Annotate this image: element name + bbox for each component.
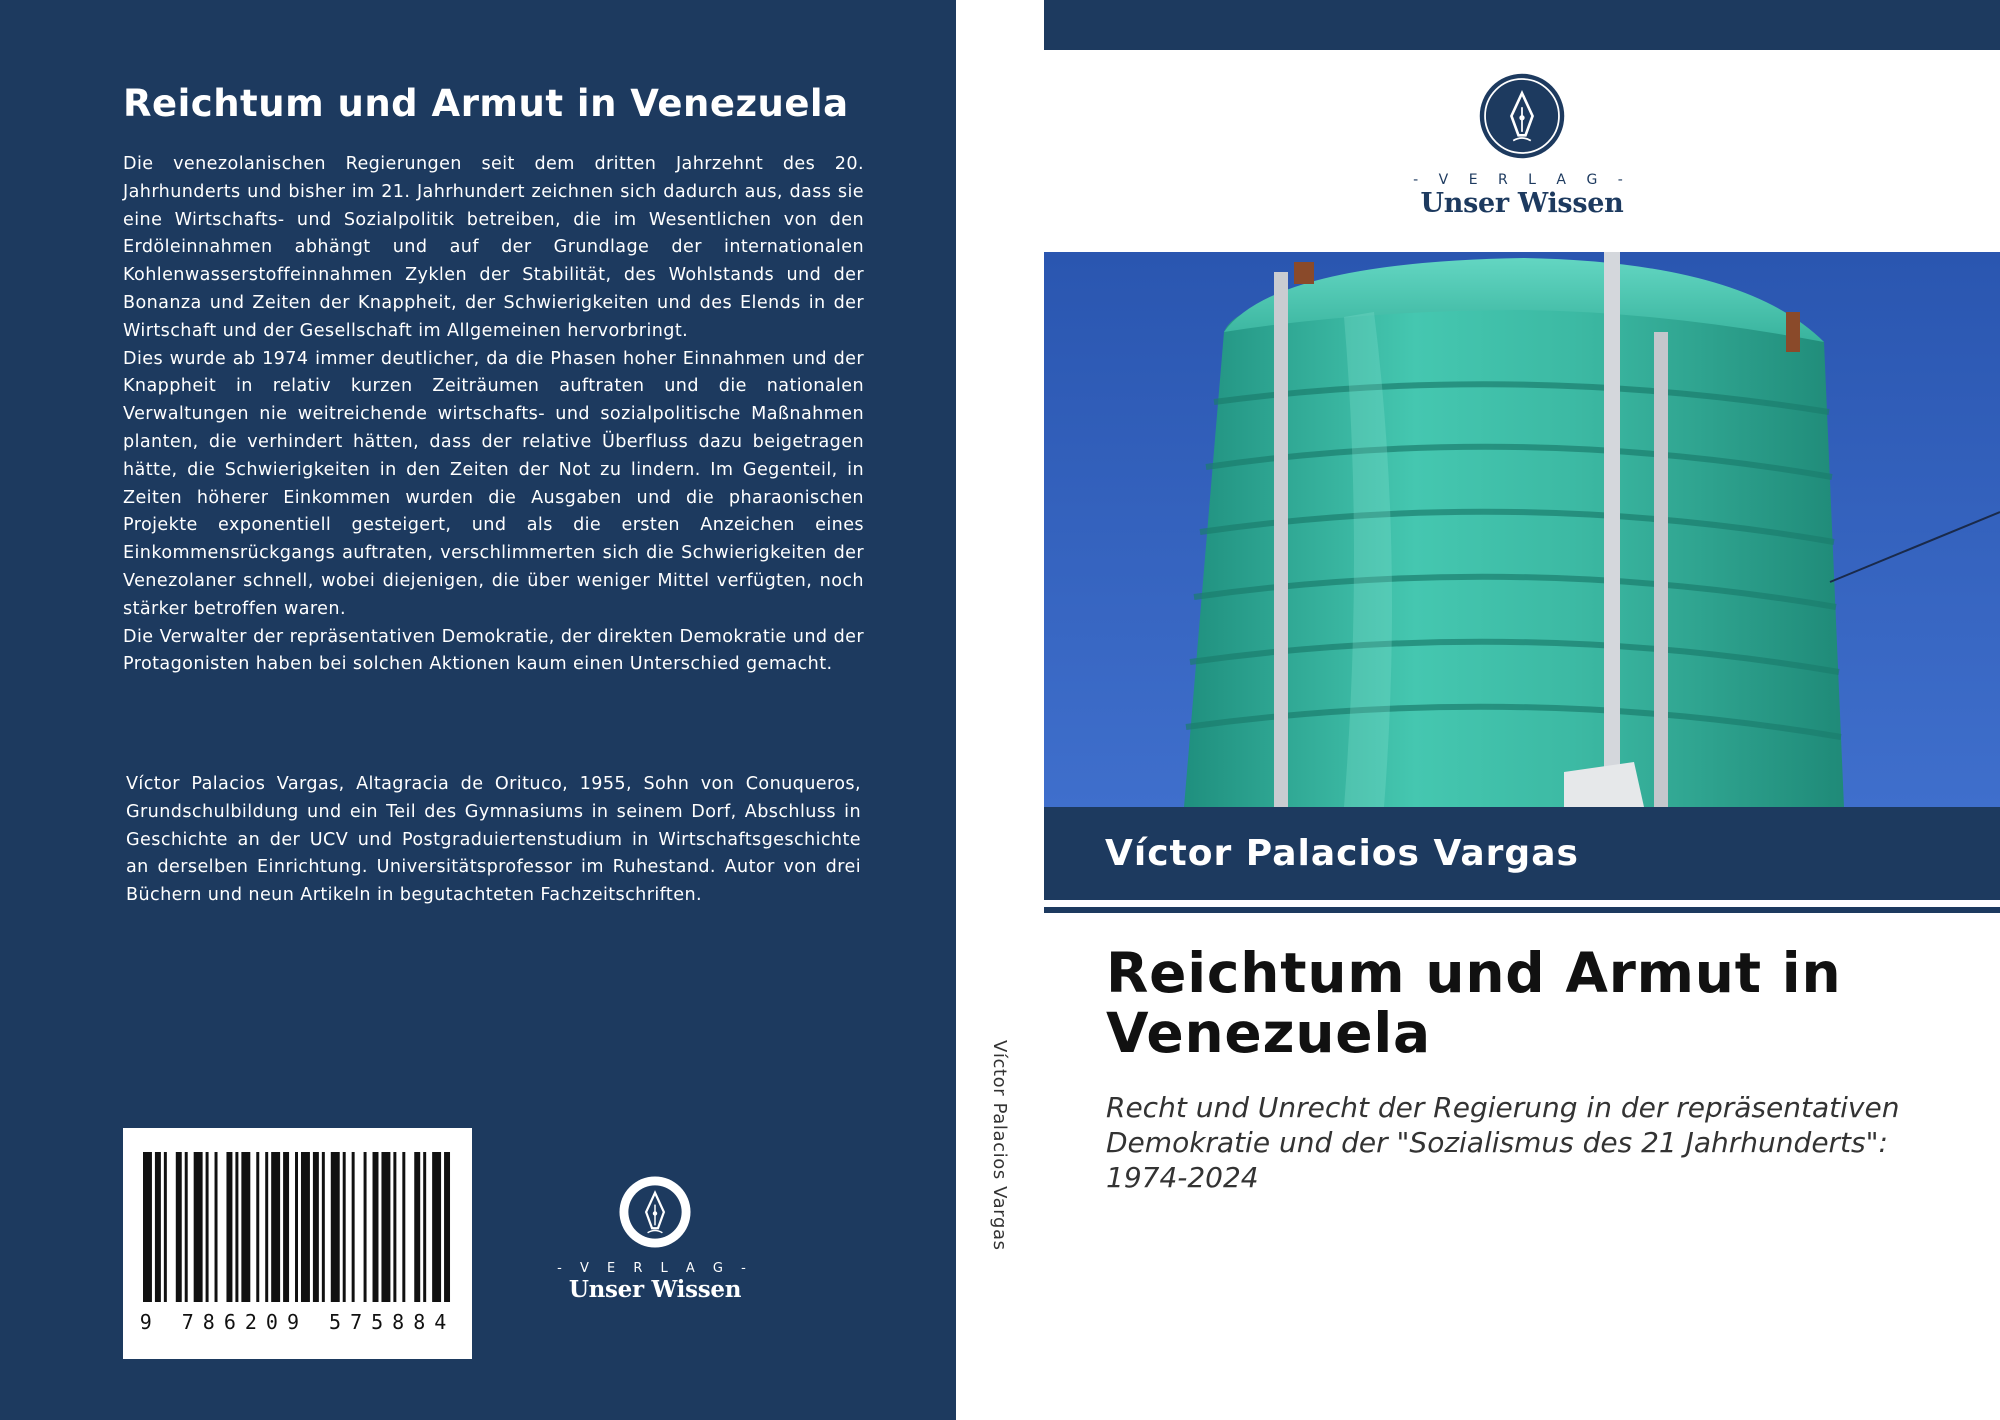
fountain-pen-emblem-icon xyxy=(618,1175,692,1249)
barcode-bar xyxy=(322,1152,325,1302)
fountain-pen-emblem-icon xyxy=(1478,72,1566,160)
barcode-bars xyxy=(143,1152,453,1302)
water-tank-photo xyxy=(1044,252,2000,807)
barcode-bar xyxy=(241,1152,250,1302)
front-subtitle: Recht und Unrecht der Regierung in der repräsentativen Demokratie und der "Sozialismus des 21 Jahrhunderts": 1974-2024 xyxy=(1106,1091,1900,1194)
barcode-bar xyxy=(155,1152,161,1302)
barcode-bar xyxy=(402,1152,405,1302)
divider-rule xyxy=(1044,907,2000,913)
top-navy-band xyxy=(1044,0,2000,50)
publisher-verlag-label: - V E R L A G - xyxy=(557,1261,753,1276)
barcode-bar xyxy=(295,1152,298,1302)
barcode-bar xyxy=(414,1152,420,1302)
publisher-name: Unser Wissen xyxy=(568,1276,742,1303)
barcode-bar xyxy=(143,1152,152,1302)
water-tank-illustration xyxy=(1044,252,2000,807)
barcode-bar xyxy=(432,1152,441,1302)
front-title: Reichtum und Armut in Venezuela xyxy=(1106,941,1842,1065)
barcode-bar xyxy=(226,1152,232,1302)
author-bio: Víctor Palacios Vargas, Altagracia de Orituco, 1955, Sohn von Conuqueros, Grundschulbildung und ein Teil des Gymnasiums in seinem Dorf, Abschluss in Geschichte an der UCV und Postgraduiertenstudium in Wirtschaftsgeschichte an derselben Einrichtung. Universitätsprofessor im Ruhestand. Autor von drei Büchern und neun Artikeln in begutachteten Fachzeitschriften. xyxy=(126,774,861,906)
barcode-bar xyxy=(423,1152,426,1302)
barcode-bar xyxy=(235,1152,238,1302)
barcode-bar xyxy=(444,1152,450,1302)
barcode-number: 9 786209 575884 xyxy=(139,1310,456,1334)
barcode-bar xyxy=(381,1152,390,1302)
back-cover-title: Reichtum und Armut in Venezuela xyxy=(123,82,849,125)
spine-author: Víctor Palacios Vargas xyxy=(989,1040,1010,1251)
barcode-bar xyxy=(265,1152,268,1302)
barcode-bar xyxy=(393,1152,396,1302)
barcode-bar xyxy=(215,1152,218,1302)
back-cover xyxy=(0,0,956,1420)
front-author-name: Víctor Palacios Vargas xyxy=(1105,833,1579,874)
author-band xyxy=(1044,807,2000,900)
barcode-bar xyxy=(271,1152,280,1302)
barcode-bar xyxy=(164,1152,167,1302)
barcode-bar xyxy=(301,1152,310,1302)
back-publisher-logo xyxy=(555,1175,755,1303)
isbn-barcode xyxy=(123,1128,472,1359)
barcode-bar xyxy=(364,1152,367,1302)
front-publisher-logo xyxy=(1392,72,1652,219)
blurb-paragraph: Dies wurde ab 1974 immer deutlicher, da die Phasen hoher Einnahmen und der Knappheit in relativ kurzen Zeiträumen auftraten und die nationalen Verwaltungen nie weitreichende wirtschafts- und sozialpolitische Maßnahmen planten, die verhindert hätten, dass der relative Überfluss dazu beigetragen hätte, die Schwierigkeiten in den Zeiten der Not zu lindern. Im Gegenteil, in Zeiten höherer Einkommen wurden die Ausgaben und die pharaonischen Projekte exponentiell gesteigert, und als die ersten Anzeichen eines Einkommensrückgangs auftraten, verschlimmerten sich die Schwierigkeiten der Venezolaner schnell, wobei diejenigen, die über weniger Mittel verfügten, noch stärker betroffen waren. xyxy=(123,348,864,619)
blurb-paragraph: Die venezolanischen Regierungen seit dem dritten Jahrzehnt des 20. Jahrhunderts und bisher im 21. Jahrhundert zeichnen sich dadurch aus, dass sie eine Wirtschafts- und Sozialpolitik betreiben, die im Wesentlichen von den Erdöleinnahmen abhängt und auf der Grundlage der internationalen Kohlenwasserstoffeinnahmen Zyklen der Stabilität, des Wohlstands und der Bonanza und Zeiten der Knappheit, der Schwierigkeiten und des Elends in der Wirtschaft und der Gesellschaft im Allgemeinen hervorbringt. xyxy=(123,154,864,341)
publisher-name: Unser Wissen xyxy=(1420,188,1624,219)
barcode-bar xyxy=(185,1152,188,1302)
barcode-bar xyxy=(373,1152,379,1302)
back-cover-blurb xyxy=(123,151,864,679)
barcode-bar xyxy=(194,1152,203,1302)
publisher-verlag-label: - V E R L A G - xyxy=(1413,172,1631,188)
barcode-bar xyxy=(176,1152,182,1302)
barcode-bar xyxy=(283,1152,289,1302)
barcode-bar xyxy=(206,1152,209,1302)
barcode-bar xyxy=(256,1152,259,1302)
barcode-bar xyxy=(352,1152,355,1302)
barcode-bar xyxy=(313,1152,319,1302)
front-cover xyxy=(1044,0,2000,1420)
barcode-bar xyxy=(343,1152,346,1302)
blurb-paragraph: Die Verwalter der repräsentativen Demokratie, der direkten Demokratie und der Protagonisten haben bei solchen Aktionen kaum einen Unterschied gemacht. xyxy=(123,626,864,675)
barcode-bar xyxy=(331,1152,340,1302)
